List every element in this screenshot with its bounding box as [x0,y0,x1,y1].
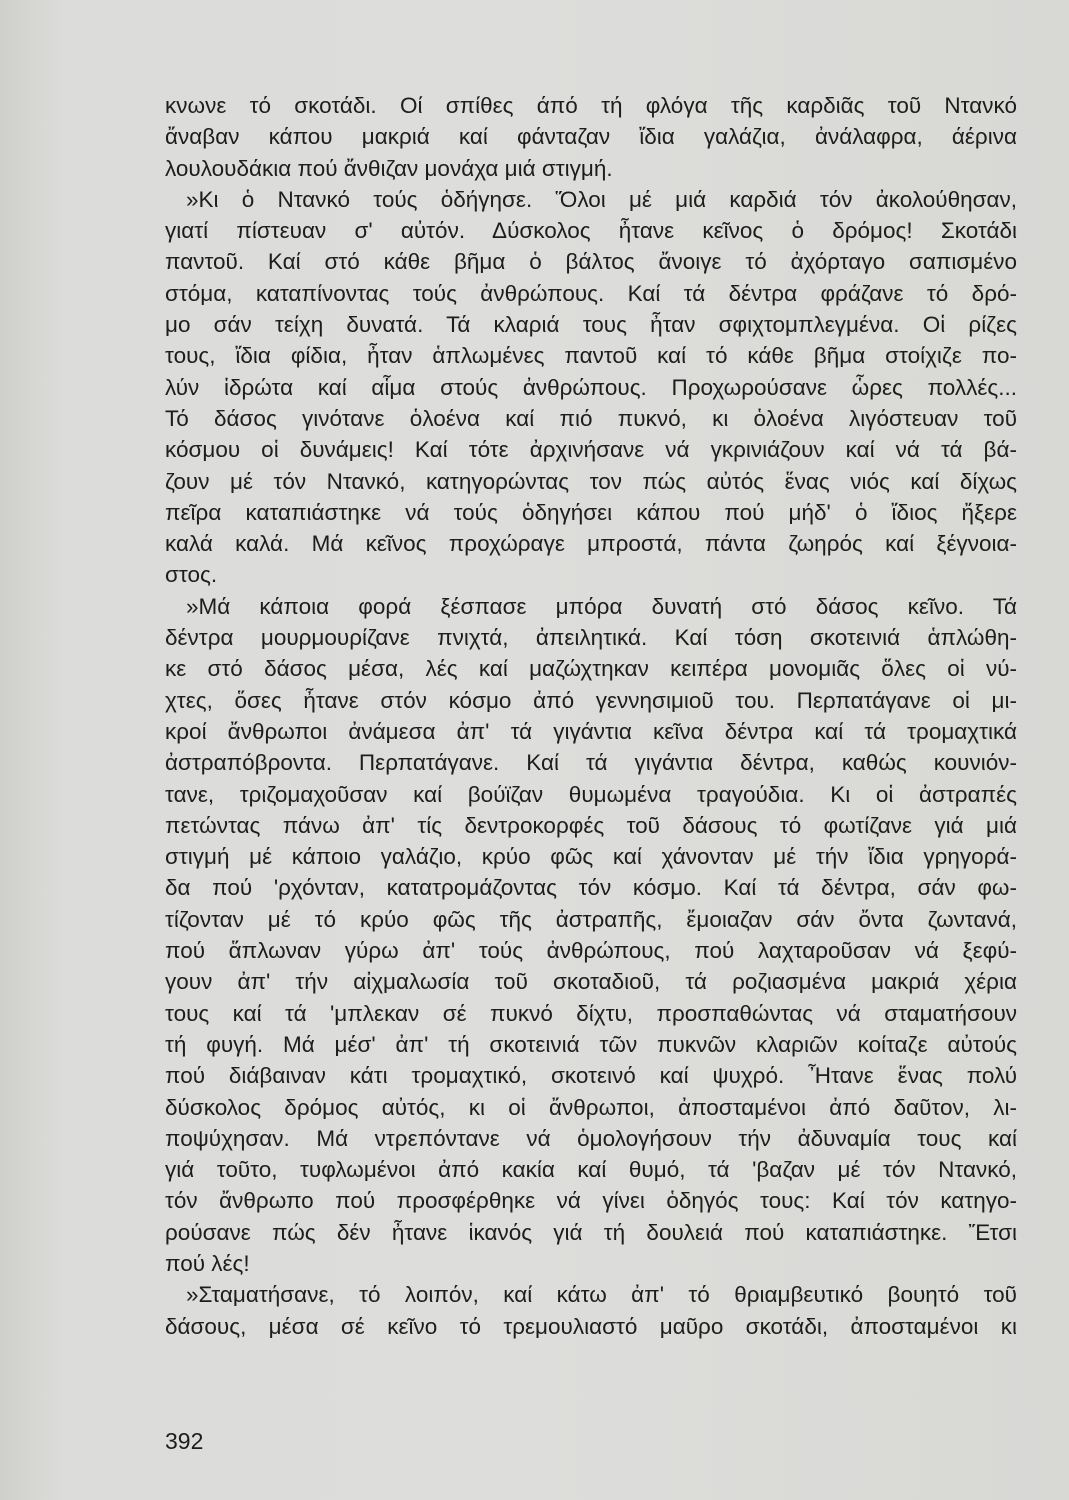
text-line: λουλουδάκια πού ἄνθιζαν μονάχα μιά στιγμή. [165,155,613,181]
text-line: κε στό δάσος μέσα, λές καί μαζώχτηκαν κειπέρα μονομιᾶς ὅλες οἱ νύ- [165,656,1017,682]
text-line: στος. [165,562,218,588]
text-line: μο σάν τείχη δυνατά. Τά κλαριά τους ἦταν σφιχτομπλεγμένα. Οἱ ρίζες [165,312,1017,338]
text-line: »Μά κάποια φορά ξέσπασε μπόρα δυνατή στό δάσος κεῖνο. Τά [186,593,1017,619]
text-line: κόσμου οἱ δυνάμεις! Καί τότε ἀρχινήσανε νά γκρινιάζουν καί νά τά βά- [165,437,1017,463]
text-line: πού διάβαιναν κάτι τρομαχτικό, σκοτεινό καί ψυχρό. Ἦτανε ἕνας πολύ [165,1063,1017,1089]
text-line: κνωνε τό σκοτάδι. Οί σπίθες άπό τή φλόγα τῆς καρδιᾶς τοῦ Ντανκό [165,93,1017,118]
text-line: χτες, ὅσες ἦτανε στόν κόσμο ἀπό γεννησιμιοῦ του. Περπατάγανε οἱ μι- [165,687,1017,713]
text-line: ἀστραπόβροντα. Περπατάγανε. Καί τά γιγάντια δέντρα, καθώς κουνιόν- [165,750,1017,776]
text-line: τους, ἴδια φίδια, ἦταν ἁπλωμένες παντοῦ καί τό κάθε βῆμα στοίχιζε πο- [165,343,1017,369]
text-line: »Κι ὁ Ντανκό τούς ὁδήγησε. Ὅλοι μέ μιά καρδιά τόν ἀκολούθησαν, [186,186,1017,212]
text-line: δέντρα μουρμουρίζανε πνιχτά, ἀπειλητικά. Καί τόση σκοτεινιά ἁπλώθη- [165,625,1017,651]
text-line: πού ἅπλωναν γύρω ἀπ' τούς ἀνθρώπους, πού λαχταροῦσαν νά ξεφύ- [165,938,1017,964]
text-line: δάσους, μέσα σέ κεῖνο τό τρεμουλιαστό μαῦρο σκοτάδι, ἀποσταμένοι κι [165,1313,1017,1339]
text-line: λύν ἱδρώτα καί αἷμα στούς ἀνθρώπους. Προχωρούσανε ὧρες πολλές... [165,374,1017,400]
text-line: ρούσανε πώς δέν ἦτανε ἱκανός γιά τή δουλειά πού καταπιάστηκε. Ἔτσι [165,1219,1017,1245]
text-line: »Σταματήσανε, τό λοιπόν, καί κάτω ἀπ' τό θριαμβευτικό βουητό τοῦ [186,1282,1017,1308]
text-line: πετώντας πάνω ἀπ' τίς δεντροκορφές τοῦ δάσους τό φωτίζανε γιά μιά [165,812,1017,838]
text-line: γουν ἀπ' τήν αἰχμαλωσία τοῦ σκοταδιοῦ, τά ροζιασμένα μακριά χέρια [165,969,1017,995]
text-line: τους καί τά 'μπλεκαν σέ πυκνό δίχτυ, προσπαθώντας νά σταματήσουν [165,1000,1017,1026]
text-line: τανε, τριζομαχοῦσαν καί βούϊζαν θυμωμένα τραγούδια. Κι οἱ ἀστραπές [165,781,1017,807]
text-line: πεῖρα καταπιάστηκε νά τούς ὁδηγήσει κάπου πού μήδ' ὁ ἴδιος ἤξερε [165,499,1017,525]
text-line: κροί ἄνθρωποι ἀνάμεσα ἀπ' τά γιγάντια κεῖνα δέντρα καί τά τρομαχτικά [165,718,1017,744]
text-line: τή φυγή. Μά μέσ' ἀπ' τή σκοτεινιά τῶν πυκνῶν κλαριῶν κοίταζε αὐτούς [165,1031,1017,1057]
text-line: στόμα, καταπίνοντας τούς ἀνθρώπους. Καί τά δέντρα φράζανε τό δρό- [165,280,1017,306]
text-line: γιά τοῦτο, τυφλωμένοι ἀπό κακία καί θυμό, τά 'βαζαν μέ τόν Ντανκό, [165,1157,1017,1183]
text-line: ζουν μέ τόν Ντανκό, κατηγορώντας τον πώς αὐτός ἕνας νιός καί δίχως [165,468,1017,494]
text-line: πού λές! [165,1250,250,1276]
body-text [165,90,1017,1342]
text-line: γιατί πίστευαν σ' αὐτόν. Δύσκολος ἦτανε κεῖνος ὁ δρόμος! Σκοτάδι [165,218,1017,244]
text-line: Τό δάσος γινότανε ὁλοένα καί πιό πυκνό, κι ὁλοένα λιγόστευαν τοῦ [165,405,1017,431]
text-line: καλά καλά. Μά κεῖνος προχώραγε μπροστά, πάντα ζωηρός καί ξέγνοια- [165,531,1017,557]
text-line: ποψύχησαν. Μά ντρεπόντανε νά ὁμολογήσουν τήν ἀδυναμία τους καί [165,1125,1017,1151]
text-line: ἄναβαν κάπου μακριά καί φάνταζαν ἴδια γαλάζια, ἀνάλαφρα, άέρινα [165,124,1017,150]
text-line: τόν ἄνθρωπο πού προσφέρθηκε νά γίνει ὁδηγός τους: Καί τόν κατηγο- [165,1188,1017,1214]
text-line: δα πού 'ρχόνταν, κατατρομάζοντας τόν κόσμο. Καί τά δέντρα, σάν φω- [165,875,1017,901]
text-line: δύσκολος δρόμος αὐτός, κι οἱ ἄνθρωποι, ἀποσταμένοι ἀπό δαῦτον, λι- [165,1094,1017,1120]
text-line: παντοῦ. Καί στό κάθε βῆμα ὁ βάλτος ἄνοιγε τό ἀχόρταγο σαπισμένο [165,249,1017,275]
text-line: τίζονταν μέ τό κρύο φῶς τῆς ἀστραπῆς, ἔμοιαζαν σάν ὄντα ζωντανά, [165,906,1017,932]
text-line: στιγμή μέ κάποιο γαλάζιο, κρύο φῶς καί χάνονταν μέ τήν ἴδια γρηγορά- [165,844,1017,870]
page-number: 392 [165,1428,204,1454]
